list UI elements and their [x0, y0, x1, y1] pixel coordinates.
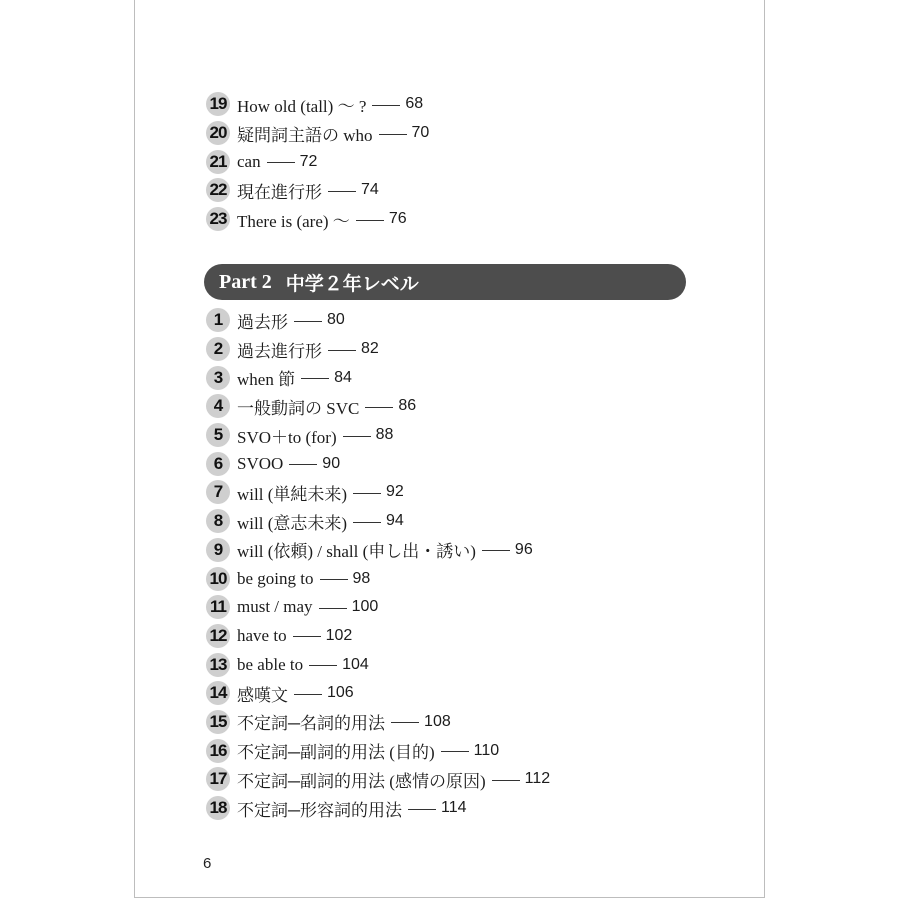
entry-page: 68: [405, 95, 424, 113]
leader-dash: [294, 694, 322, 695]
entry-page: 100: [351, 598, 379, 616]
toc-entry: [206, 335, 550, 364]
leader-dash: [267, 162, 295, 163]
toc-entry: [206, 392, 550, 421]
entry-number-badge: 12: [206, 624, 230, 648]
leader-dash: [379, 134, 407, 135]
entry-page: 86: [398, 397, 417, 415]
leader-dash: [482, 550, 510, 551]
entry-number-badge: 21: [206, 150, 230, 174]
leader-dash: [294, 321, 322, 322]
entry-number-badge: 22: [206, 178, 230, 202]
entry-page: 72: [299, 152, 318, 170]
entry-title: will (依頼) / shall (申し出・誘い): [237, 542, 476, 562]
entry-number-badge: 17: [206, 767, 230, 791]
leader-dash: [293, 636, 321, 637]
entry-page: 88: [375, 426, 394, 444]
entry-number-badge: 8: [206, 509, 230, 533]
toc-entry: [206, 478, 550, 507]
entry-title: be able to: [237, 654, 304, 674]
entry-title: will (単純未来): [237, 484, 348, 504]
entry-page: 82: [361, 340, 379, 358]
entry-title: 一般動詞の SVC: [237, 398, 360, 418]
toc-entry: [206, 421, 550, 450]
entry-number-badge: 23: [206, 207, 230, 231]
part-title: 中学２年レベル: [285, 273, 419, 295]
leader-dash: [343, 436, 371, 437]
toc-entry: [206, 794, 550, 823]
toc-entry: [206, 147, 429, 176]
entry-title: How old (tall) ～ ?: [237, 96, 367, 116]
toc-list-part2: [206, 306, 550, 822]
leader-dash: [408, 809, 436, 810]
entry-page: 102: [325, 626, 353, 644]
entry-number-badge: 15: [206, 710, 230, 734]
entry-page: 94: [386, 512, 404, 530]
toc-entry: [206, 205, 429, 234]
leader-dash: [289, 464, 317, 465]
toc-entry: [206, 507, 550, 536]
entry-page: 106: [327, 684, 354, 702]
entry-page: 90: [322, 454, 341, 472]
toc-entry: [206, 306, 550, 335]
leader-dash: [391, 722, 419, 723]
entry-page: 96: [514, 540, 533, 558]
entry-number-badge: 5: [206, 423, 230, 447]
entry-number-badge: 18: [206, 796, 230, 820]
entry-title: 不定詞─副詞的用法 (目的): [237, 743, 435, 763]
entry-page: 98: [352, 569, 371, 587]
toc-entry: [206, 765, 550, 794]
entry-page: 114: [441, 799, 467, 817]
entry-title: have to: [237, 625, 287, 645]
leader-dash: [372, 105, 400, 106]
entry-number-badge: 4: [206, 394, 230, 418]
leader-dash: [365, 407, 393, 408]
toc-entry: [206, 176, 429, 205]
entry-number-badge: 1: [206, 308, 230, 332]
toc-entry: [206, 736, 550, 765]
leader-dash: [319, 608, 347, 609]
toc-list-part1: [206, 90, 429, 233]
entry-title: must / may: [237, 597, 313, 617]
entry-title: will (意志未来): [237, 513, 348, 533]
entry-page: 110: [473, 741, 500, 759]
entry-number-badge: 14: [206, 681, 230, 705]
entry-number-badge: 16: [206, 739, 230, 763]
toc-entry: [206, 449, 550, 478]
entry-title: 疑問詞主語の who: [237, 125, 373, 145]
toc-entry: [206, 363, 550, 392]
leader-dash: [492, 780, 520, 781]
entry-number-badge: 2: [206, 337, 230, 361]
toc-entry: [206, 650, 550, 679]
entry-title: can: [237, 151, 261, 171]
entry-page: 80: [327, 311, 345, 329]
entry-title: 過去形: [237, 312, 288, 332]
toc-entry: [206, 564, 550, 593]
entry-number-badge: 10: [206, 567, 230, 591]
entry-page: 70: [411, 124, 430, 142]
leader-dash: [301, 378, 329, 379]
entry-number-badge: 9: [206, 538, 230, 562]
entry-number-badge: 20: [206, 121, 230, 145]
leader-dash: [353, 493, 381, 494]
page-number: 6: [203, 855, 212, 872]
entry-title: There is (are) ～: [237, 211, 350, 231]
entry-title: be going to: [237, 568, 314, 588]
entry-number-badge: 13: [206, 653, 230, 677]
toc-entry: [206, 708, 550, 737]
entry-title: 不定詞─形容詞的用法: [237, 800, 403, 820]
entry-page: 74: [361, 181, 379, 199]
entry-page: 108: [424, 712, 451, 730]
part-heading-banner: [204, 264, 686, 300]
entry-number-badge: 19: [206, 92, 230, 116]
entry-title: 現在進行形: [237, 182, 322, 202]
leader-dash: [309, 665, 337, 666]
toc-entry: [206, 593, 550, 622]
entry-title: 不定詞─名詞的用法: [237, 714, 386, 734]
entry-page: 104: [342, 655, 369, 673]
entry-number-badge: 6: [206, 452, 230, 476]
toc-entry: [206, 119, 429, 148]
entry-number-badge: 7: [206, 480, 230, 504]
toc-entry: [206, 622, 550, 651]
entry-title: 感嘆文: [237, 685, 288, 705]
entry-page: 76: [388, 210, 407, 228]
leader-dash: [356, 220, 384, 221]
toc-entry: [206, 536, 550, 565]
part-label: Part 2: [219, 270, 272, 293]
entry-number-badge: 11: [206, 595, 230, 619]
entry-page: 112: [524, 770, 551, 788]
entry-title: 過去進行形: [237, 341, 322, 361]
leader-dash: [328, 191, 356, 192]
entry-title: when 節: [237, 370, 296, 390]
leader-dash: [320, 579, 348, 580]
leader-dash: [353, 522, 381, 523]
toc-entry: [206, 679, 550, 708]
entry-number-badge: 3: [206, 366, 230, 390]
entry-page: 92: [386, 483, 404, 501]
leader-dash: [441, 751, 469, 752]
entry-page: 84: [334, 368, 352, 386]
entry-title: SVO＋to (for): [237, 427, 337, 447]
leader-dash: [328, 350, 356, 351]
entry-title: 不定詞─副詞的用法 (感情の原因): [237, 771, 486, 791]
entry-title: SVOO: [237, 453, 284, 473]
toc-entry: [206, 90, 429, 119]
